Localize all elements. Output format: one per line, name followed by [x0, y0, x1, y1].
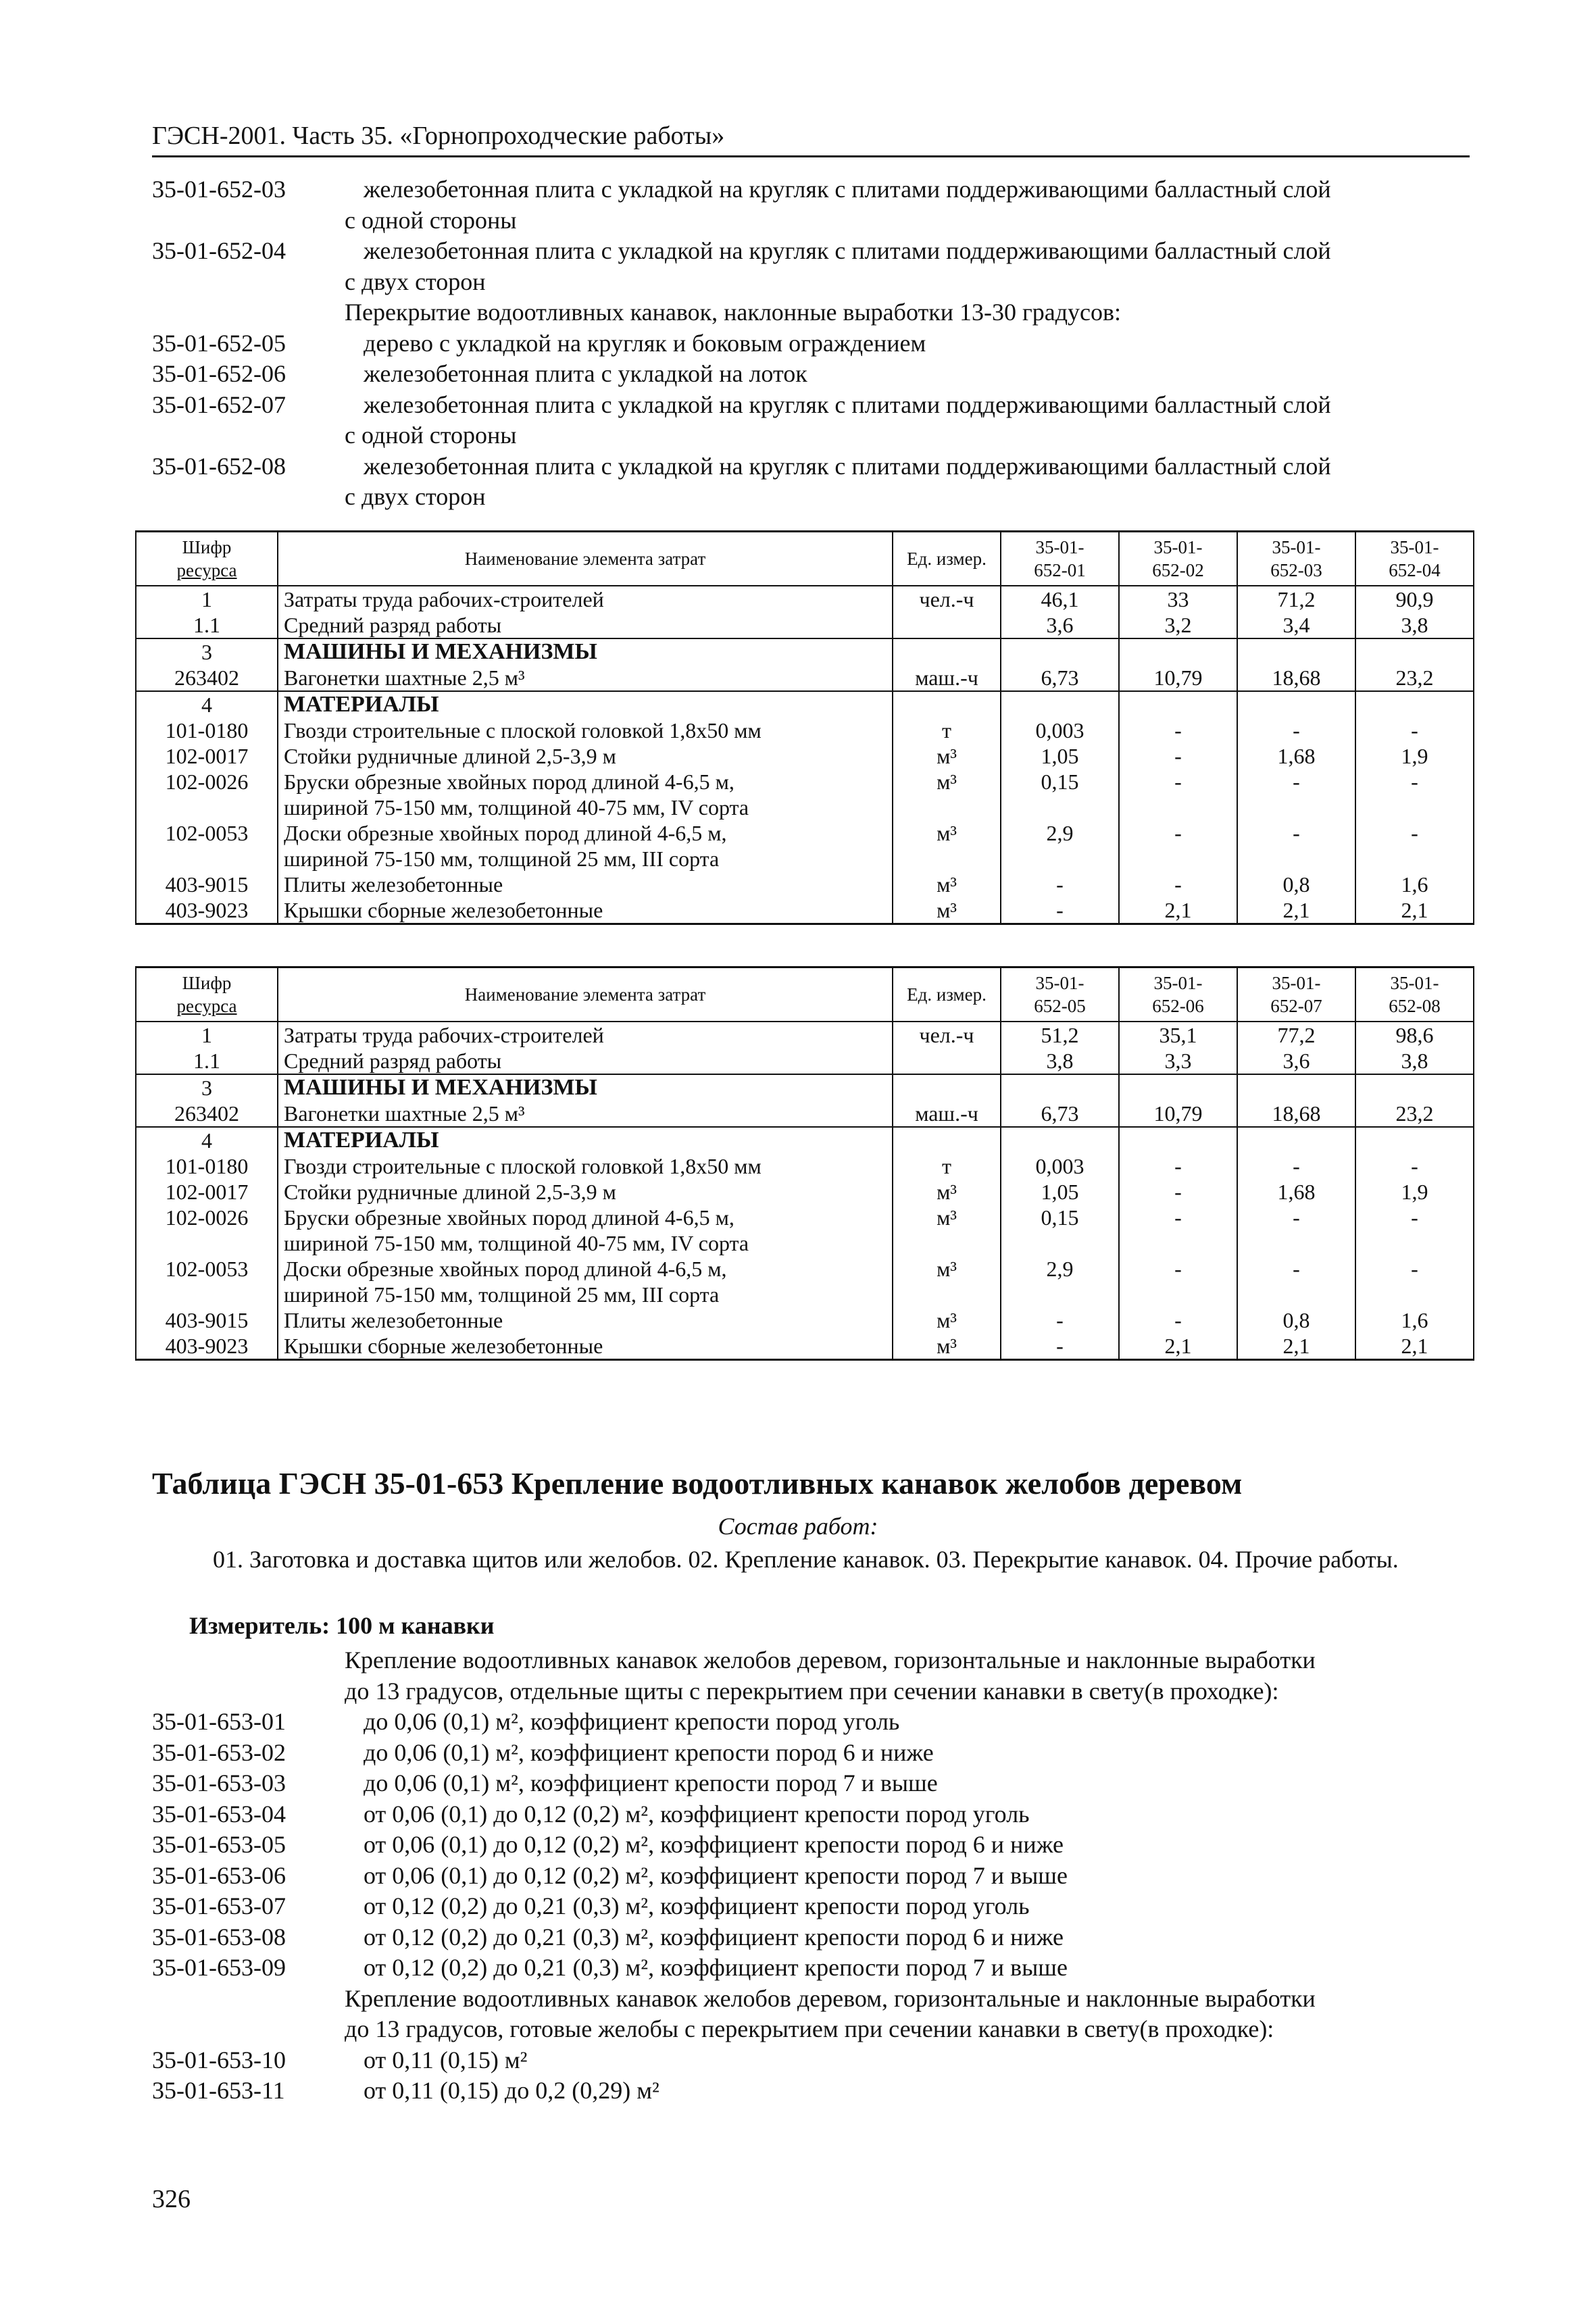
- list-item: [152, 1707, 1470, 1738]
- table-cell: -: [1119, 743, 1237, 769]
- text: Крепление водоотливных канавок желобов деревом, горизонтальные и наклонные выработки: [345, 1984, 1316, 2012]
- table-cell: [1355, 691, 1474, 718]
- text: от 0,11 (0,15) м²: [364, 2046, 528, 2073]
- table-header-row: [136, 967, 1474, 1022]
- table-cell: [893, 1074, 1001, 1101]
- table-cell: Вагонетки шахтные 2,5 м³: [278, 665, 893, 691]
- text: 35-01-: [1035, 973, 1084, 993]
- table-cell: -: [1119, 1205, 1237, 1256]
- table-cell: 4: [136, 691, 278, 718]
- text: от 0,06 (0,1) до 0,12 (0,2) м², коэффициент крепости пород 7 и выше: [364, 1861, 1068, 1889]
- table-cell: 102-0053: [136, 820, 278, 872]
- text: шириной 75-150 мм, толщиной 25 мм, III сорта: [284, 847, 720, 871]
- works-composition-label: Состав работ:: [718, 1513, 878, 1540]
- table-cell: [1237, 638, 1355, 665]
- text: до 13 градусов, готовые желобы с перекрытием при сечении канавки в свету(в проходке):: [345, 2015, 1274, 2042]
- unit-of-measure: Измеритель: 100 м канавки: [189, 1612, 495, 1639]
- table-cell: 3,6: [1237, 1048, 1355, 1074]
- text: 35-01-: [1272, 537, 1321, 557]
- table-cell: -: [1119, 872, 1237, 897]
- header-col-3: [1237, 967, 1355, 1022]
- header-unit: Ед. измер.: [893, 532, 1001, 586]
- table-cell: -: [1355, 1256, 1474, 1307]
- table-cell: 23,2: [1355, 1101, 1474, 1127]
- table-cell: 102-0026: [136, 1205, 278, 1256]
- header-col-1: [1001, 967, 1119, 1022]
- table-cell: 3,6: [1001, 612, 1119, 638]
- table-cell: -: [1119, 1179, 1237, 1205]
- table-row: [136, 872, 1474, 897]
- table-cell: [278, 1256, 893, 1307]
- header-col-2: [1119, 967, 1237, 1022]
- table-cell: 1.1: [136, 612, 278, 638]
- text: от 0,12 (0,2) до 0,21 (0,3) м², коэффициент крепости пород 7 и выше: [364, 1954, 1068, 1981]
- table-cell: МАШИНЫ И МЕХАНИЗМЫ: [278, 638, 893, 665]
- table-cell: 1,05: [1001, 1179, 1119, 1205]
- table-cell: 6,73: [1001, 665, 1119, 691]
- table-row: [136, 743, 1474, 769]
- table-cell: [1001, 1127, 1119, 1153]
- text: до 0,06 (0,1) м², коэффициент крепости пород уголь: [364, 1708, 900, 1735]
- table-cell: 46,1: [1001, 586, 1119, 612]
- item-text: железобетонная плита с укладкой на кругляк с плитами поддерживающими балластный слой: [364, 237, 1331, 264]
- table-section-row: [136, 691, 1474, 718]
- list-item: [152, 1799, 1470, 1830]
- table-cell: Вагонетки шахтные 2,5 м³: [278, 1101, 893, 1127]
- list-item: [152, 359, 1470, 390]
- table-cell: -: [1237, 1256, 1355, 1307]
- table-cell: 2,1: [1119, 1333, 1237, 1360]
- table-cell: 23,2: [1355, 665, 1474, 691]
- group-title: Перекрытие водоотливных канавок, наклонные выработки 13-30 градусов:: [345, 299, 1122, 326]
- table-cell: -: [1119, 718, 1237, 743]
- table-cell: 1,68: [1237, 1179, 1355, 1205]
- text: 35-01-653-04: [152, 1800, 286, 1828]
- table-cell: [1237, 1127, 1355, 1153]
- text: до 0,06 (0,1) м², коэффициент крепости пород 7 и выше: [364, 1769, 938, 1796]
- table-cell: м³: [893, 769, 1001, 820]
- header-col-1: [1001, 532, 1119, 586]
- table-cell: [278, 1205, 893, 1256]
- list-item: [152, 1922, 1470, 1953]
- text: 35-01-653-08: [152, 1923, 286, 1951]
- table-cell: -: [1237, 1205, 1355, 1256]
- table-cell: 71,2: [1237, 586, 1355, 612]
- table-cell: -: [1119, 1256, 1237, 1307]
- table-cell: 18,68: [1237, 1101, 1355, 1127]
- text: 652-02: [1152, 560, 1204, 580]
- list-item: [152, 1738, 1470, 1769]
- text: 35-01-653-01: [152, 1708, 286, 1735]
- table-cell: 1.1: [136, 1048, 278, 1074]
- text: 652-01: [1034, 560, 1086, 580]
- item-code: 35-01-652-07: [152, 391, 286, 418]
- table-cell: -: [1355, 1205, 1474, 1256]
- table-cell: [1001, 691, 1119, 718]
- item-text-cont: с двух сторон: [345, 483, 486, 510]
- table-cell: 2,1: [1355, 1333, 1474, 1360]
- group-title: [152, 1645, 1470, 1707]
- table-cell: 4: [136, 1127, 278, 1153]
- table-cell: [1237, 1074, 1355, 1101]
- table-cell: 3: [136, 1074, 278, 1101]
- table-cell: Средний разряд работы: [278, 1048, 893, 1074]
- item-text: железобетонная плита с укладкой на кругляк с плитами поддерживающими балластный слой: [364, 452, 1331, 480]
- table-cell: 3,8: [1001, 1048, 1119, 1074]
- header-col-4: [1355, 967, 1474, 1022]
- text: 35-01-653-11: [152, 2077, 285, 2104]
- table-cell: 0,8: [1237, 1307, 1355, 1333]
- table-row: [136, 1205, 1474, 1256]
- item-code: 35-01-652-06: [152, 360, 286, 387]
- table-cell: Крышки сборные железобетонные: [278, 897, 893, 924]
- table-cell: -: [1001, 897, 1119, 924]
- table-cell: 3,2: [1119, 612, 1237, 638]
- item-code: 35-01-652-04: [152, 237, 286, 264]
- text: 35-01-653-09: [152, 1954, 286, 1981]
- table-cell: 3: [136, 638, 278, 665]
- table-cell: маш.-ч: [893, 1101, 1001, 1127]
- table-cell: МАТЕРИАЛЫ: [278, 1127, 893, 1153]
- table-cell: [1237, 691, 1355, 718]
- table-cell: -: [1237, 1153, 1355, 1179]
- table-cell: 1,6: [1355, 1307, 1474, 1333]
- table-cell: Средний разряд работы: [278, 612, 893, 638]
- text: 35-01-: [1390, 537, 1439, 557]
- table-cell: [893, 612, 1001, 638]
- item-code: 35-01-652-08: [152, 452, 286, 480]
- list-item: [152, 2076, 1470, 2107]
- item-text-cont: с двух сторон: [345, 268, 486, 295]
- item-text-cont: с одной стороны: [345, 422, 517, 449]
- table-cell: 0,15: [1001, 1205, 1119, 1256]
- table-cell: маш.-ч: [893, 665, 1001, 691]
- table-cell: 2,1: [1237, 1333, 1355, 1360]
- table-cell: 102-0017: [136, 743, 278, 769]
- table-cell: 90,9: [1355, 586, 1474, 612]
- header-code: [136, 532, 278, 586]
- table-cell: 2,1: [1355, 897, 1474, 924]
- list-item: [152, 328, 1470, 359]
- table-row: [136, 718, 1474, 743]
- table-row: [136, 1333, 1474, 1360]
- table-cell: [1119, 691, 1237, 718]
- table-cell: 0,003: [1001, 718, 1119, 743]
- table-cell: м³: [893, 897, 1001, 924]
- text: ресурса: [176, 996, 237, 1016]
- table-row: [136, 1101, 1474, 1127]
- table-cell: 1: [136, 586, 278, 612]
- table-cell: -: [1001, 1333, 1119, 1360]
- table-cell: 1,05: [1001, 743, 1119, 769]
- table-cell: чел.-ч: [893, 586, 1001, 612]
- table-cell: 102-0017: [136, 1179, 278, 1205]
- table-row: [136, 665, 1474, 691]
- text: 35-01-: [1390, 973, 1439, 993]
- text: 652-07: [1270, 996, 1322, 1016]
- text: 35-01-653-05: [152, 1831, 286, 1858]
- table-row: [136, 820, 1474, 872]
- table-row: [136, 612, 1474, 638]
- table-cell: [1355, 1074, 1474, 1101]
- table-cell: 10,79: [1119, 1101, 1237, 1127]
- table-cell: 263402: [136, 665, 278, 691]
- table-cell: -: [1237, 820, 1355, 872]
- list-item: [152, 1861, 1470, 1892]
- table-cell: м³: [893, 820, 1001, 872]
- text: от 0,11 (0,15) до 0,2 (0,29) м²: [364, 2077, 659, 2104]
- text: 35-01-653-02: [152, 1738, 286, 1766]
- table-cell: -: [1119, 1307, 1237, 1333]
- table-cell: Плиты железобетонные: [278, 872, 893, 897]
- table-cell: 403-9023: [136, 1333, 278, 1360]
- table-cell: -: [1355, 718, 1474, 743]
- table-row: [136, 1179, 1474, 1205]
- table-cell: МАТЕРИАЛЫ: [278, 691, 893, 718]
- table-cell: чел.-ч: [893, 1022, 1001, 1048]
- table-cell: 3,8: [1355, 612, 1474, 638]
- header-code: [136, 967, 278, 1022]
- table-cell: Затраты труда рабочих-строителей: [278, 586, 893, 612]
- text: шириной 75-150 мм, толщиной 40-75 мм, IV сорта: [284, 1231, 749, 1255]
- table-row: [136, 1307, 1474, 1333]
- table-row: [136, 1256, 1474, 1307]
- table-cell: Стойки рудничные длиной 2,5-3,9 м: [278, 743, 893, 769]
- text: до 13 градусов, отдельные щиты с перекрытием при сечении канавки в свету(в проходке):: [345, 1677, 1279, 1705]
- text: от 0,12 (0,2) до 0,21 (0,3) м², коэффициент крепости пород уголь: [364, 1892, 1030, 1919]
- table-cell: -: [1237, 718, 1355, 743]
- running-header: ГЭСН-2001. Часть 35. «Горнопроходческие работы»: [152, 120, 1470, 157]
- header-col-2: [1119, 532, 1237, 586]
- text: Шифр: [182, 537, 232, 557]
- text: Доски обрезные хвойных пород длиной 4-6,5 м,: [284, 821, 727, 845]
- text: шириной 75-150 мм, толщиной 25 мм, III сорта: [284, 1282, 720, 1307]
- text: 652-08: [1389, 996, 1441, 1016]
- list-item: [152, 1953, 1470, 1984]
- table-cell: 18,68: [1237, 665, 1355, 691]
- text: 652-05: [1034, 996, 1086, 1016]
- table-cell: 3,8: [1355, 1048, 1474, 1074]
- table-cell: [1355, 1127, 1474, 1153]
- table-cell: м³: [893, 1307, 1001, 1333]
- table-cell: 101-0180: [136, 718, 278, 743]
- item-code: 35-01-652-03: [152, 176, 286, 203]
- table-cell: [278, 769, 893, 820]
- group-title: [152, 1984, 1470, 2045]
- text: шириной 75-150 мм, толщиной 40-75 мм, IV сорта: [284, 795, 749, 820]
- page-number: 326: [152, 2185, 191, 2213]
- table-cell: -: [1355, 1153, 1474, 1179]
- table-cell: 2,9: [1001, 820, 1119, 872]
- table-cell: м³: [893, 743, 1001, 769]
- text: 35-01-: [1153, 973, 1203, 993]
- table-cell: 0,003: [1001, 1153, 1119, 1179]
- list-item: [152, 174, 1470, 236]
- header-name: Наименование элемента затрат: [278, 967, 893, 1022]
- table-cell: 101-0180: [136, 1153, 278, 1179]
- table-cell: м³: [893, 1179, 1001, 1205]
- text: от 0,06 (0,1) до 0,12 (0,2) м², коэффициент крепости пород 6 и ниже: [364, 1831, 1064, 1858]
- table-cell: -: [1119, 820, 1237, 872]
- table-cell: -: [1001, 872, 1119, 897]
- table-cell: 0,8: [1237, 872, 1355, 897]
- table-cell: -: [1355, 820, 1474, 872]
- list-item: [152, 2045, 1470, 2076]
- text: 35-01-653-10: [152, 2046, 286, 2073]
- table-section-row: [136, 1127, 1474, 1153]
- table-cell: [893, 638, 1001, 665]
- text: 35-01-653-06: [152, 1861, 286, 1889]
- text: от 0,06 (0,1) до 0,12 (0,2) м², коэффициент крепости пород уголь: [364, 1800, 1030, 1828]
- table-cell: [1001, 638, 1119, 665]
- table-cell: 0,15: [1001, 769, 1119, 820]
- resource-table-1: [135, 530, 1474, 925]
- item-text: железобетонная плита с укладкой на кругляк с плитами поддерживающими балластный слой: [364, 176, 1331, 203]
- item-text: дерево с укладкой на кругляк и боковым ограждением: [364, 329, 926, 357]
- table-row: [136, 1048, 1474, 1074]
- table-cell: 1,9: [1355, 743, 1474, 769]
- item-text: железобетонная плита с укладкой на кругляк с плитами поддерживающими балластный слой: [364, 391, 1331, 418]
- table-cell: м³: [893, 1205, 1001, 1256]
- list-item: [152, 1891, 1470, 1922]
- table-cell: [1001, 1074, 1119, 1101]
- text: Бруски обрезные хвойных пород длиной 4-6,5 м,: [284, 770, 734, 794]
- table-row: [136, 1022, 1474, 1048]
- table-section-row: [136, 1074, 1474, 1101]
- text: ресурса: [176, 560, 237, 580]
- text: 35-01-: [1272, 973, 1321, 993]
- header-name: Наименование элемента затрат: [278, 532, 893, 586]
- table-section-row: [136, 638, 1474, 665]
- table-cell: [1119, 1127, 1237, 1153]
- table-cell: [1119, 1074, 1237, 1101]
- item-text: железобетонная плита с укладкой на лоток: [364, 360, 807, 387]
- list-item: [152, 1830, 1470, 1861]
- items-652-list: [152, 174, 1470, 513]
- item-code: 35-01-652-05: [152, 329, 286, 357]
- table-cell: 3,3: [1119, 1048, 1237, 1074]
- table-cell: 35,1: [1119, 1022, 1237, 1048]
- table-cell: 1,9: [1355, 1179, 1474, 1205]
- text: Доски обрезные хвойных пород длиной 4-6,5 м,: [284, 1257, 727, 1281]
- table-cell: -: [1001, 1307, 1119, 1333]
- list-item: [152, 1768, 1470, 1799]
- text: Бруски обрезные хвойных пород длиной 4-6,5 м,: [284, 1205, 734, 1230]
- table-cell: 10,79: [1119, 665, 1237, 691]
- table-cell: 2,1: [1237, 897, 1355, 924]
- table-cell: 403-9015: [136, 872, 278, 897]
- table-cell: 102-0026: [136, 769, 278, 820]
- table-cell: [1119, 638, 1237, 665]
- table-cell: -: [1237, 769, 1355, 820]
- item-text-cont: с одной стороны: [345, 206, 517, 234]
- table-row: [136, 586, 1474, 612]
- text: Крепление водоотливных канавок желобов деревом, горизонтальные и наклонные выработки: [345, 1646, 1316, 1674]
- text: 652-04: [1389, 560, 1441, 580]
- table-cell: м³: [893, 1333, 1001, 1360]
- text: 35-01-653-07: [152, 1892, 286, 1919]
- table-cell: 1,6: [1355, 872, 1474, 897]
- works-composition-text: 01. Заготовка и доставка щитов или желобов. 02. Крепление канавок. 03. Перекрытие канавок. 04. Прочие работы.: [213, 1546, 1399, 1573]
- table-cell: МАШИНЫ И МЕХАНИЗМЫ: [278, 1074, 893, 1101]
- table-row: [136, 769, 1474, 820]
- table-cell: [1355, 638, 1474, 665]
- text: 652-03: [1270, 560, 1322, 580]
- table-cell: Плиты железобетонные: [278, 1307, 893, 1333]
- table-cell: 2,9: [1001, 1256, 1119, 1307]
- table-cell: 403-9023: [136, 897, 278, 924]
- table-cell: 51,2: [1001, 1022, 1119, 1048]
- list-item: [152, 236, 1470, 297]
- table-cell: Крышки сборные железобетонные: [278, 1333, 893, 1360]
- table-cell: 1,68: [1237, 743, 1355, 769]
- items-653-list: [152, 1645, 1470, 2107]
- table-cell: Гвозди строительные с плоской головкой 1,8х50 мм: [278, 1153, 893, 1179]
- table-row: [136, 1153, 1474, 1179]
- table-cell: Затраты труда рабочих-строителей: [278, 1022, 893, 1048]
- table-cell: [893, 1127, 1001, 1153]
- table-row: [136, 897, 1474, 924]
- text: от 0,12 (0,2) до 0,21 (0,3) м², коэффициент крепости пород 6 и ниже: [364, 1923, 1064, 1951]
- table-cell: 3,4: [1237, 612, 1355, 638]
- header-unit: Ед. измер.: [893, 967, 1001, 1022]
- table-cell: т: [893, 1153, 1001, 1179]
- table-cell: -: [1355, 769, 1474, 820]
- table-cell: 263402: [136, 1101, 278, 1127]
- section-title: Таблица ГЭСН 35-01-653 Крепление водоотливных канавок желобов деревом: [152, 1466, 1243, 1501]
- table-cell: Гвозди строительные с плоской головкой 1,8х50 мм: [278, 718, 893, 743]
- list-item: [152, 390, 1470, 451]
- table-cell: 1: [136, 1022, 278, 1048]
- table-cell: Стойки рудничные длиной 2,5-3,9 м: [278, 1179, 893, 1205]
- table-cell: -: [1119, 1153, 1237, 1179]
- text: 35-01-: [1035, 537, 1084, 557]
- table-cell: 98,6: [1355, 1022, 1474, 1048]
- table-cell: [278, 820, 893, 872]
- table-cell: 102-0053: [136, 1256, 278, 1307]
- table-header-row: [136, 532, 1474, 586]
- table-cell: 2,1: [1119, 897, 1237, 924]
- text: до 0,06 (0,1) м², коэффициент крепости пород 6 и ниже: [364, 1738, 934, 1766]
- table-cell: 33: [1119, 586, 1237, 612]
- table-cell: м³: [893, 872, 1001, 897]
- table-cell: 6,73: [1001, 1101, 1119, 1127]
- text: 35-01-: [1153, 537, 1203, 557]
- table-cell: [893, 691, 1001, 718]
- table-cell: 77,2: [1237, 1022, 1355, 1048]
- table-cell: 403-9015: [136, 1307, 278, 1333]
- text: Шифр: [182, 973, 232, 993]
- header-col-3: [1237, 532, 1355, 586]
- text: 652-06: [1152, 996, 1204, 1016]
- header-col-4: [1355, 532, 1474, 586]
- table-cell: м³: [893, 1256, 1001, 1307]
- resource-table-2: [135, 966, 1474, 1361]
- list-item: [152, 451, 1470, 513]
- text: 35-01-653-03: [152, 1769, 286, 1796]
- table-cell: [893, 1048, 1001, 1074]
- table-cell: -: [1119, 769, 1237, 820]
- table-cell: т: [893, 718, 1001, 743]
